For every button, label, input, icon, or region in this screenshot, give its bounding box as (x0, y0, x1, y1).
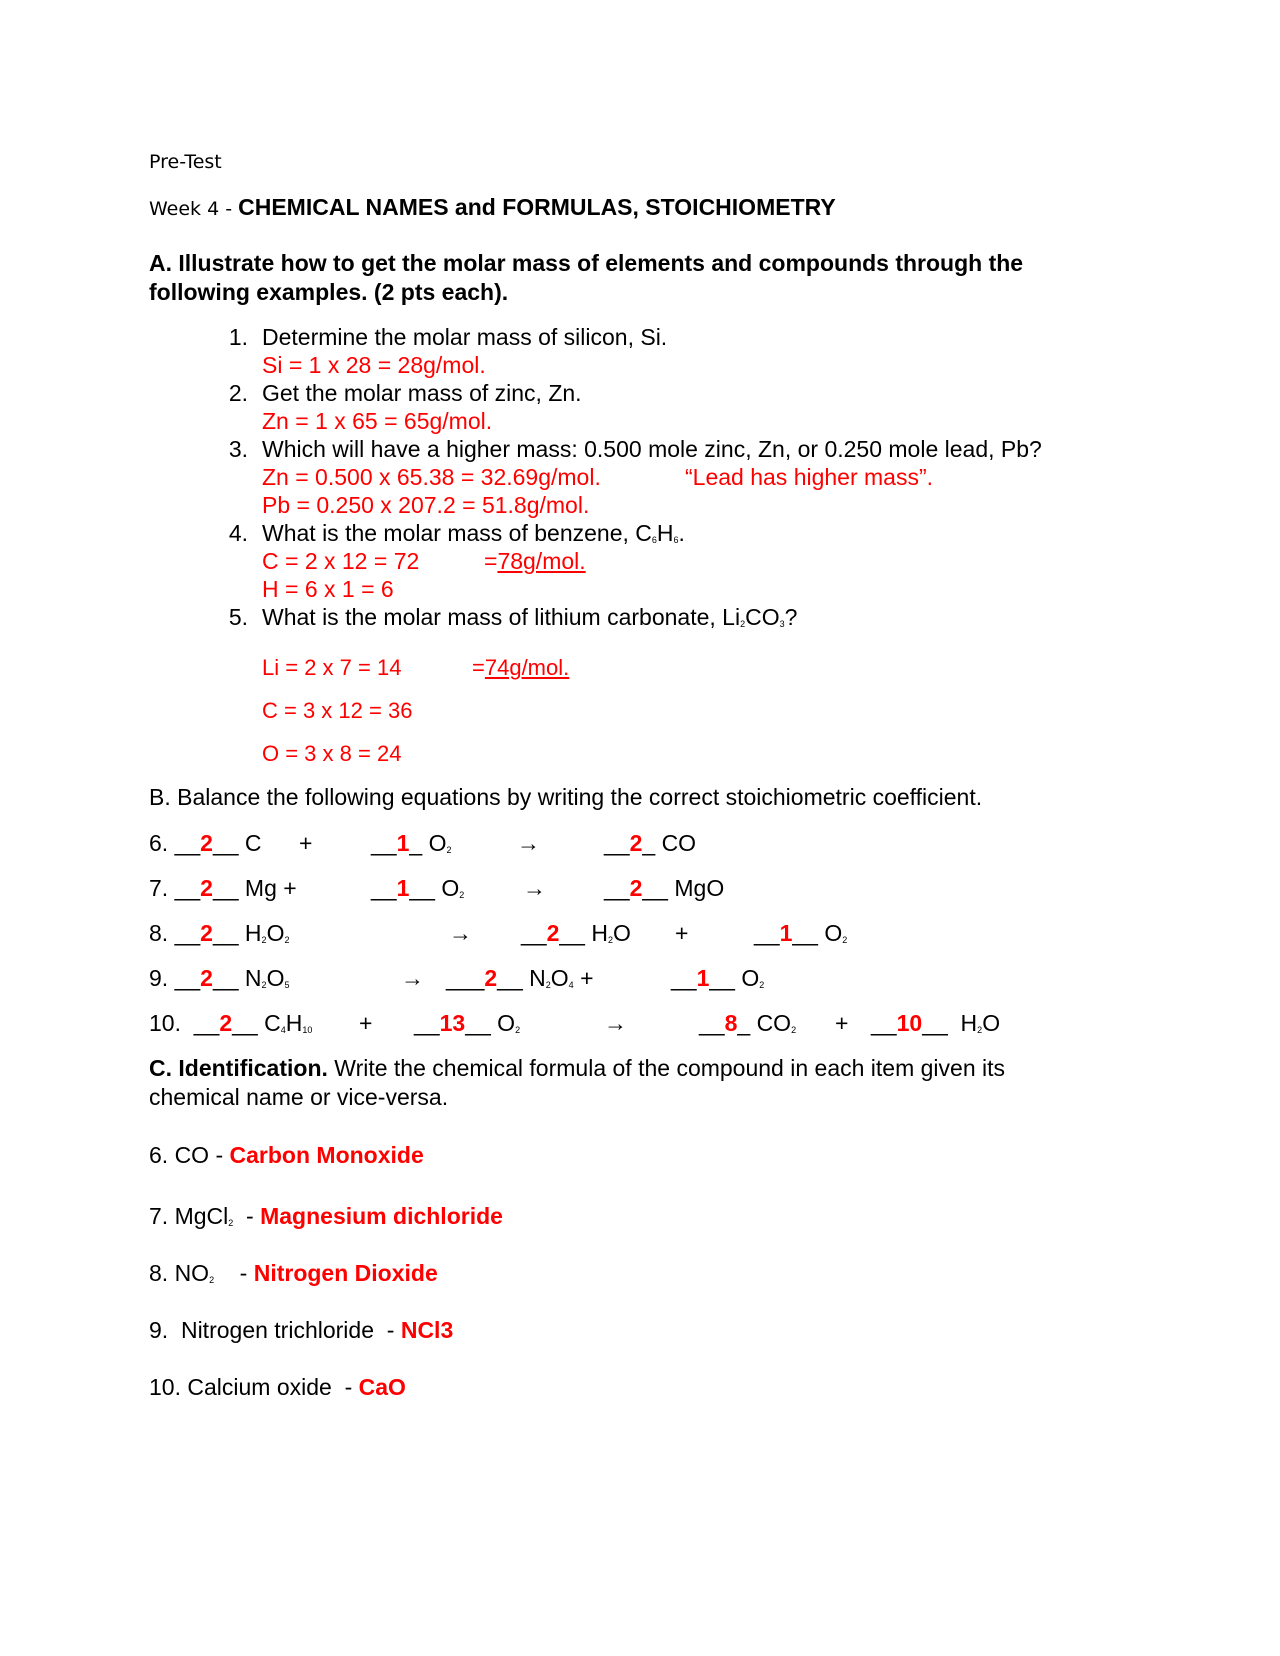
question-1: 1. Determine the molar mass of silicon, Si. (228, 324, 668, 350)
page-title (149, 194, 836, 221)
question-2: 2. Get the molar mass of zinc, Zn. (228, 380, 582, 406)
answer-3-zn: Zn = 0.500 x 65.38 = 32.69g/mol. (262, 464, 601, 490)
arrow-icon: → (523, 875, 546, 901)
identification-9: 9. Nitrogen trichloride - NCl3 (149, 1317, 454, 1343)
answer-4-total: =78g/mol. (484, 548, 586, 574)
identification-7: 7. MgCl$_2$ - Magnesium dichloride (149, 1203, 503, 1229)
title-text: CHEMICAL NAMES and FORMULAS, STOICHIOMETRY (238, 194, 836, 220)
arrow-icon: → (449, 920, 472, 946)
identification-8: 8. $NO_2$ - Nitrogen Dioxide (149, 1260, 438, 1286)
answer-5-total: =74g/mol. (472, 655, 570, 680)
section-c-heading-2: chemical name or vice-versa. (149, 1084, 449, 1110)
arrow-icon: → (517, 830, 540, 856)
section-a-heading-2: following examples. (2 pts each). (149, 279, 509, 305)
answer-4-c: C = 2 x 12 = 72 (262, 548, 420, 574)
identification-6: 6. CO - Carbon Monoxide (149, 1142, 424, 1168)
answer-5-o: O = 3 x 8 = 24 (262, 741, 402, 766)
section-c-heading-1: C. Identification. Write the chemical formula of the compound in each item given its (149, 1055, 1006, 1081)
answer-1: Si = 1 x 28 = 28g/mol. (262, 352, 486, 378)
answer-4-h: H = 6 x 1 = 6 (262, 576, 394, 602)
answer-5-li: Li = 2 x 7 = 14 (262, 655, 402, 680)
section-b-heading: B. Balance the following equations by writing the correct stoichiometric coefficient. (149, 784, 983, 810)
question-5: 5. What is the molar mass of lithium carbonate, $Li_2CO_3$? (228, 604, 798, 630)
question-4: 4. What is the molar mass of benzene, $C_6H_6$. (228, 520, 685, 546)
answer-2: Zn = 1 x 65 = 65g/mol. (262, 408, 493, 434)
pretest-label: Pre-Test (149, 151, 222, 173)
arrow-icon: → (604, 1010, 627, 1036)
arrow-icon: → (401, 965, 424, 991)
identification-10: 10. Calcium oxide - CaO (149, 1374, 406, 1400)
question-3: 3. Which will have a higher mass: 0.500 mole zinc, Zn, or 0.250 mole lead, Pb? (228, 436, 1042, 462)
section-a-heading-1: A. Illustrate how to get the molar mass of elements and compounds through the (149, 250, 1024, 276)
answer-3-note: “Lead has higher mass”. (685, 464, 934, 490)
week-label: Week 4 - (149, 198, 239, 220)
answer-5-c: C = 3 x 12 = 36 (262, 698, 413, 723)
answer-3-pb: Pb = 0.250 x 207.2 = 51.8g/mol. (262, 492, 590, 518)
